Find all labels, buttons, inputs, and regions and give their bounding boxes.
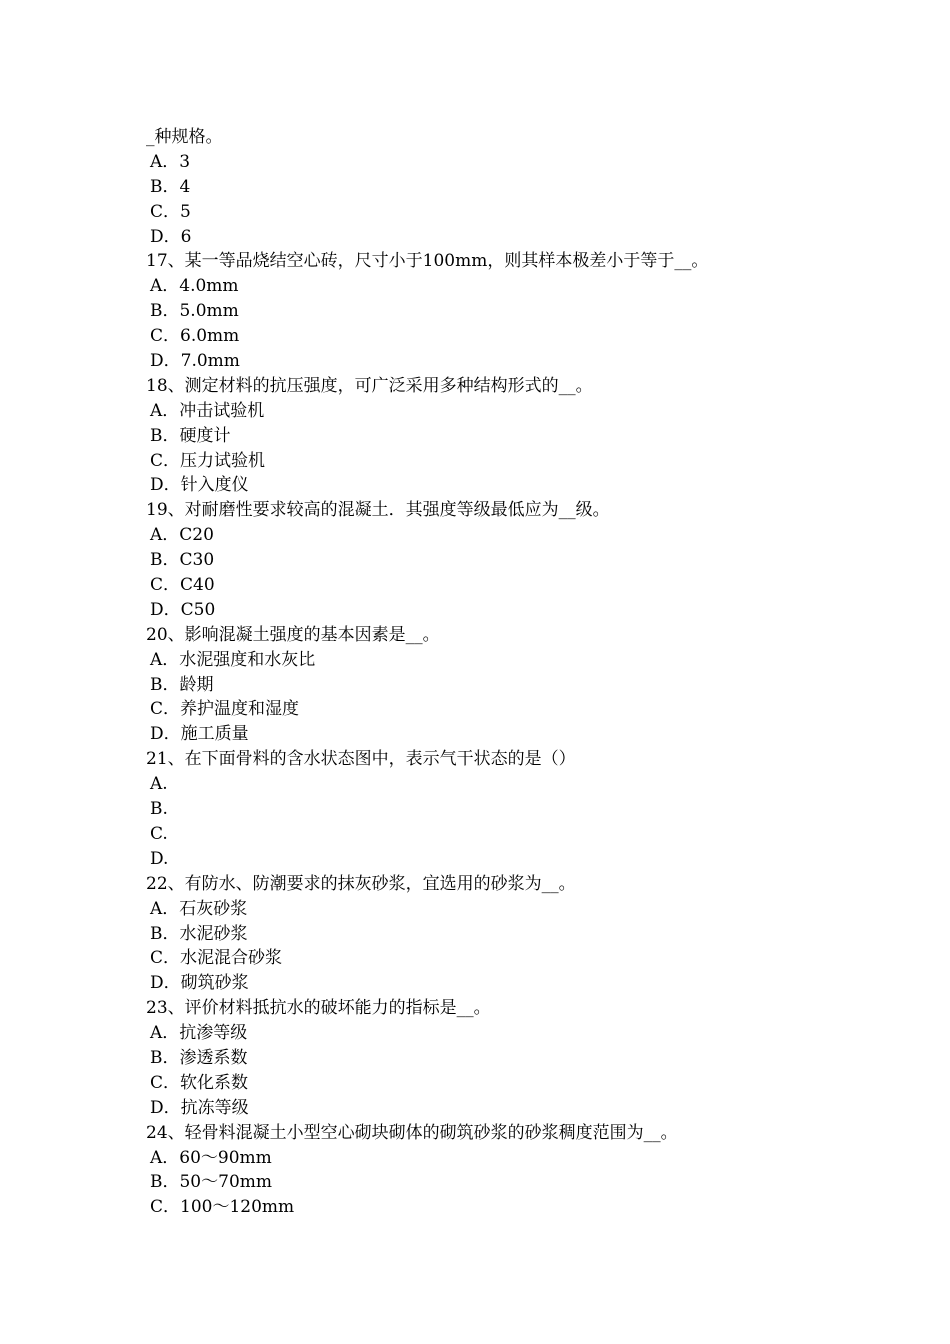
option-line: B．硬度计	[150, 425, 231, 446]
option-line: D．7.0mm	[150, 351, 240, 372]
option-line: C．100～120mm	[150, 1197, 295, 1218]
question-continuation: _种规格。	[146, 127, 223, 147]
option-line: D.	[150, 848, 169, 869]
question-17: 17、某一等品烧结空心砖，尺寸小于100mm，则其样本极差小于等于__。	[146, 251, 709, 272]
option-line: D．施工质量	[150, 724, 249, 745]
option-line: C．养护温度和湿度	[150, 699, 300, 720]
option-line: C．压力试验机	[150, 450, 266, 471]
option-line: A．冲击试验机	[150, 400, 265, 421]
option-line: B．50～70mm	[150, 1172, 272, 1193]
option-line: D．针入度仪	[150, 475, 249, 496]
option-line: A．C20	[150, 525, 214, 546]
option-line: C．软化系数	[150, 1072, 249, 1093]
option-line: A．石灰砂浆	[150, 898, 248, 919]
option-line: B．龄期	[150, 674, 214, 695]
option-line: A．3	[150, 151, 191, 172]
question-22: 22、有防水、防潮要求的抹灰砂浆，宜选用的砂浆为__。	[146, 873, 576, 894]
question-18: 18、测定材料的抗压强度，可广泛采用多种结构形式的__。	[146, 375, 593, 396]
option-line: C.	[150, 823, 168, 844]
option-line: B．水泥砂浆	[150, 923, 248, 944]
option-line: D．6	[150, 226, 192, 247]
option-line: B．5.0mm	[150, 301, 239, 322]
option-line: A．4.0mm	[150, 276, 239, 297]
question-23: 23、评价材料抵抗水的破坏能力的指标是__。	[146, 998, 491, 1019]
option-line: B.	[150, 799, 168, 820]
option-line: D．C50	[150, 599, 216, 620]
option-line: A．60～90mm	[150, 1147, 272, 1168]
option-line: C．水泥混合砂浆	[150, 948, 283, 969]
question-20: 20、影响混凝土强度的基本因素是__。	[146, 624, 440, 645]
question-21: 21、在下面骨料的含水状态图中，表示气干状态的是（）	[146, 749, 576, 770]
option-line: B．渗透系数	[150, 1047, 248, 1068]
option-line: D．砌筑砂浆	[150, 973, 249, 994]
option-line: C．6.0mm	[150, 326, 240, 347]
document-content	[146, 125, 846, 1220]
option-line: C．C40	[150, 575, 215, 596]
option-line: B．C30	[150, 550, 215, 571]
question-24: 24、轻骨料混凝土小型空心砌块砌体的砌筑砂浆的砂浆稠度范围为__。	[146, 1122, 678, 1143]
option-line: A．抗渗等级	[150, 1023, 248, 1044]
option-line: C．5	[150, 201, 191, 222]
question-19: 19、对耐磨性要求较高的混凝土．其强度等级最低应为__级。	[146, 500, 610, 521]
option-line: A.	[150, 774, 168, 795]
option-line: A．水泥强度和水灰比	[150, 649, 316, 670]
option-line: B．4	[150, 176, 191, 197]
option-line: D．抗冻等级	[150, 1097, 249, 1118]
